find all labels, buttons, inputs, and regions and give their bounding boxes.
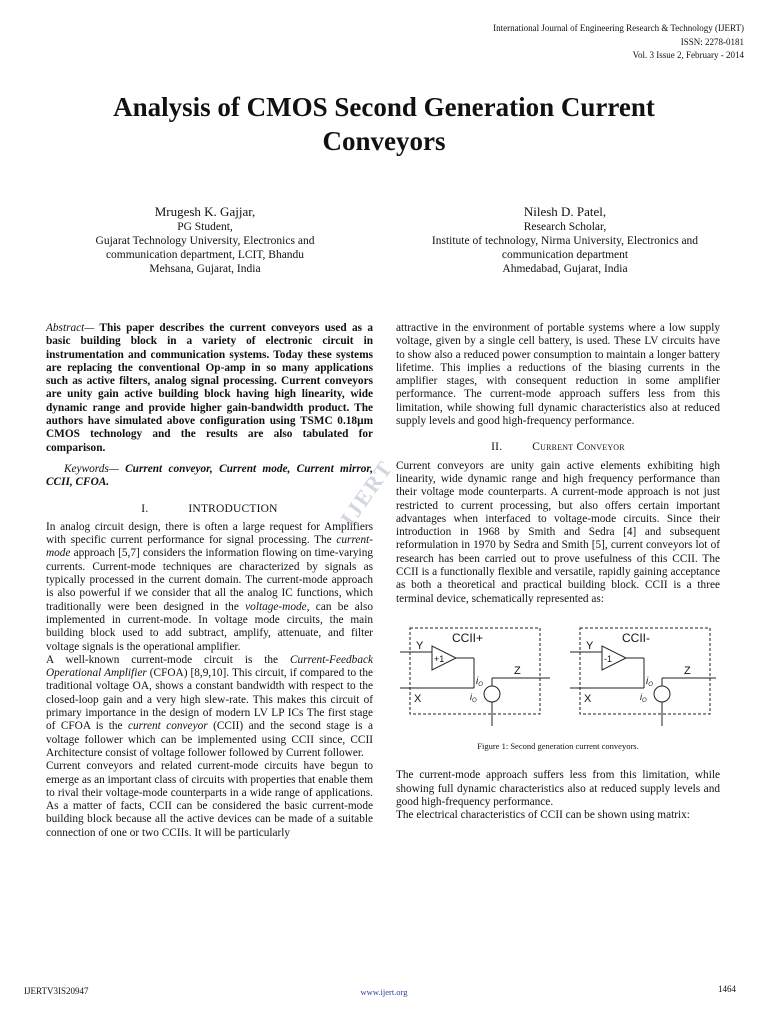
- title-line-1: Analysis of CMOS Second Generation Current: [113, 92, 655, 122]
- section-2-number: II.: [491, 441, 503, 454]
- author-2-affiliation-2: communication department: [501, 249, 629, 261]
- author-1-block: [60, 204, 350, 276]
- ccii-plus-diagram: [400, 628, 550, 726]
- ccii-plus-current-source: [484, 686, 500, 702]
- right-column: [396, 322, 720, 822]
- watermark: IJERT: [335, 455, 399, 531]
- title-line-2: Conveyors: [322, 126, 446, 156]
- ccii-minus-gain: -1: [604, 653, 613, 664]
- figure-1-caption: Figure 1: Second generation current conveyors.: [477, 740, 639, 751]
- intro-p1-text-b: approach [5,7] considers the information flowing on time-varying currents. Current-mode techniques are characterized by signals as typically processed in the current domain. The current-mode approach is also powerful if we consider that all the analog IC functions, which traditionally were been designed in the: [46, 547, 373, 613]
- footer-page-number: 1464: [718, 984, 736, 994]
- author-2-affiliation-3: Ahmedabad, Gujarat, India: [502, 263, 628, 275]
- intro-paragraph-3: Current conveyors and related current-mode circuits have begun to emerge as an important class of circuits with properties that enable them to rival their voltage-mode counterparts in a wide range of applications. As a matter of facts, CCII can be considered the basic current-mode building block because all the active devices can be made of a suitable connection of one or two CCIIs. It will be particularly: [46, 760, 373, 839]
- keywords: [46, 463, 373, 490]
- intro-paragraph-2: [46, 654, 373, 760]
- right-paragraph-2: Current conveyors are unity gain active elements exhibiting high linearity, wide dynamic range and high frequency performance than their voltage mode counterparts. A current-mode approach is not just restricted to current processing, but also offers certain important advantages when interfaced to voltage-mode circuits. Since their introduction in 1968 by Smith and Sedra [4] and subsequent reformulation in 1970 by Sedra and Smith [5], current conveyors lot of research has been carried out to prove usefulness of this CCII. The CCII is a functionally flexible and versatile, rapidly gaining acceptance as both a theoretical and practical building block. CCII is a three terminal device, schematically represented as:: [396, 459, 720, 605]
- right-paragraph-1: attractive in the environment of portable systems where a low supply voltage, given by a single cell battery, is used. These LV circuits have to show also a reduced power consumption to maintain a longer battery lifetime. This implies a reductions of the biasing currents in the amplifier stages, with consequent reduction in some amplifier performance. The current-mode approach suffers less from this limitation, while showing full dynamic characteristics also at reduced supply levels and good high-frequency performance.: [396, 322, 720, 428]
- author-2-name: Nilesh D. Patel,: [523, 204, 607, 219]
- ccii-plus-y-terminal: Y: [416, 639, 424, 652]
- intro-p2-text-b: (CFOA) [8,9,10]. This circuit, if compared to the traditional voltage OA, shows a constant bandwidth with respect to the closed-loop gain and a very high slew-rate. This makes this circuit of primary importance in the design of modern LV LP ICs The first stage of CFOA is the: [46, 667, 373, 733]
- journal-name: International Journal of Engineering Research & Technology (IJERT): [493, 23, 744, 33]
- figure-1: [396, 622, 720, 732]
- journal-issn: ISSN: 2278-0181: [680, 36, 744, 47]
- intro-p2-text-c: (CCII) and the second stage is a voltage follower which can be implemented using CCII since, CCII Architecture consist of voltage follower followed by Current follower.: [46, 720, 373, 759]
- intro-p1-text-c: can be also implemented in current-mode. In voltage mode circuits, the main building block used to add subtract, amplify, attenuate, and filter voltage signals is the operational amplifier.: [46, 600, 373, 653]
- footer-paper-id: IJERTV3IS20947: [24, 986, 89, 996]
- author-1-name: Mrugesh K. Gajjar,: [154, 204, 256, 219]
- journal-volume: Vol. 3 Issue 2, February - 2014: [632, 50, 744, 60]
- ccii-plus-gain: +1: [434, 653, 445, 664]
- author-2-affiliation-1: Institute of technology, Nirma University, Electronics and: [431, 235, 699, 247]
- intro-paragraph-1: [46, 521, 373, 654]
- ccii-minus-current-source: [654, 686, 670, 702]
- author-1-affiliation-1: Gujarat Technology University, Electronics and: [95, 235, 315, 247]
- intro-p1-emphasis-1: current-mode: [46, 534, 373, 560]
- left-column: [46, 322, 373, 840]
- footer-url-link[interactable]: www.ijert.org: [360, 987, 408, 997]
- abstract-label: Abstract—: [46, 322, 95, 334]
- abstract-text: This paper describes the current conveyors used as a basic building block in a variety of electronic circuit in instrumentation and communication systems. Today these systems are replacing the conventional Op-amp in so many applications such as active filters, analog signal processing. Current conveyors are unity gain active building block having high linearity, wide dynamic range and provide higher gain-bandwidth product. The authors have simulated above configuration using TSMC 0.18µm CMOS technology and the results are also tabulated for comparison.: [46, 322, 373, 454]
- ccii-minus-z-terminal: Z: [684, 664, 691, 677]
- ccii-minus-source-label: $i_O$: [640, 691, 647, 704]
- author-1-affiliation-2: communication department, LCIT, Bhandu: [105, 249, 305, 261]
- intro-p2-text-a: A well-known current-mode circuit is the: [46, 653, 290, 666]
- author-1-affiliation-3: Mehsana, Gujarat, India: [149, 263, 261, 275]
- section-1-number: I.: [141, 502, 149, 515]
- right-paragraph-3: The current-mode approach suffers less from this limitation, while showing full dynamic characteristics also at reduced supply levels and good high-frequency performance.: [396, 769, 720, 808]
- ccii-minus-y-terminal: Y: [586, 639, 594, 652]
- ccii-schematic: [396, 622, 720, 732]
- keywords-text: Current conveyor, Current mode, Current mirror, CCII, CFOA.: [46, 462, 373, 489]
- author-1-role: PG Student,: [177, 221, 233, 233]
- right-paragraph-4: The electrical characteristics of CCII can be shown using matrix:: [396, 809, 690, 822]
- section-2-heading: [396, 441, 720, 454]
- ccii-plus-io-label: $i_O$: [476, 675, 483, 688]
- keywords-label: Keywords—: [64, 462, 119, 475]
- ccii-plus-x-terminal: X: [414, 692, 422, 705]
- ccii-minus-label: CCII-: [622, 630, 650, 645]
- section-2-title: Current Conveyor: [532, 441, 625, 454]
- intro-p2-emphasis-1: Current-Feedback Operational Amplifier: [46, 653, 373, 680]
- section-1-title: INTRODUCTION: [188, 502, 278, 515]
- intro-p2-emphasis-2: current conveyor: [127, 720, 208, 733]
- journal-header: [493, 22, 744, 63]
- author-2-role: Research Scholar,: [523, 221, 607, 233]
- ccii-minus-x-terminal: X: [584, 692, 592, 705]
- intro-p1-text-a: In analog circuit design, there is often a large request for Amplifiers with specific current performance for signal processing. The: [46, 520, 373, 547]
- ccii-minus-io-label: $i_O$: [646, 675, 653, 688]
- intro-p1-emphasis-2: voltage-mode,: [245, 600, 310, 613]
- ccii-plus-source-label: $i_O$: [470, 691, 477, 704]
- abstract: [46, 322, 373, 455]
- ccii-plus-z-terminal: Z: [514, 664, 521, 677]
- author-2-block: [400, 204, 730, 276]
- ccii-plus-label: CCII+: [452, 630, 484, 645]
- ccii-minus-diagram: [570, 628, 716, 726]
- section-1-heading: [46, 503, 373, 516]
- paper-title: [40, 90, 728, 158]
